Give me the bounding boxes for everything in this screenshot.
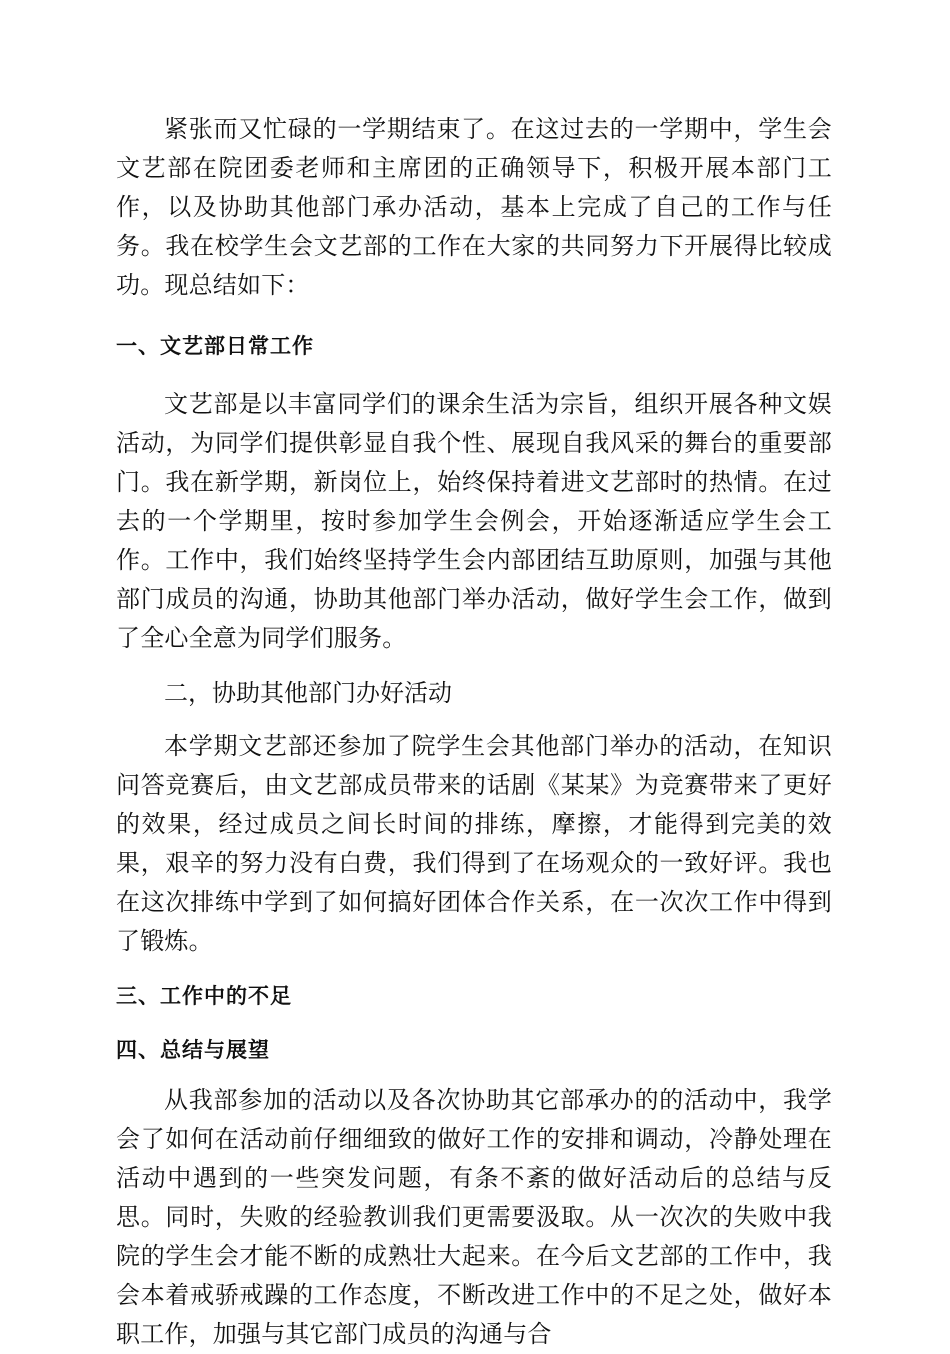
- section-heading-summary-outlook: 四、总结与展望: [116, 1038, 270, 1062]
- assist-activities-paragraph: 本学期文艺部还参加了院学生会其他部门举办的活动，在知识问答竞赛后，由文艺部成员带来的话剧《某某》为竞赛带来了更好的效果，经过成员之间长时间的排练，摩擦，才能得到完美的效果，艰辛的努力没有白费，我们得到了在场观众的一致好评。我也在这次排练中学到了如何搞好团体合作关系，在一次次工作中得到了锻炼。: [116, 732, 832, 955]
- section-heading-assist-other-departments: 二，协助其他部门办好活动: [164, 679, 452, 707]
- intro-paragraph: 紧张而又忙碌的一学期结束了。在这过去的一学期中，学生会文艺部在院团委老师和主席团的正确领导下，积极开展本部门工作，以及协助其他部门承办活动，基本上完成了自己的工作与任务。我在校学生会文艺部的工作在大家的共同努力下开展得比较成功。现总结如下：: [116, 115, 832, 299]
- section-heading-daily-work: 一、文艺部日常工作: [116, 334, 314, 358]
- document-body: [116, 110, 832, 1354]
- section-heading-shortcomings: 三、工作中的不足: [116, 984, 292, 1008]
- summary-paragraph: 从我部参加的活动以及各次协助其它部承办的的活动中，我学会了如何在活动前仔细细致的做好工作的安排和调动，冷静处理在活动中遇到的一些突发问题，有条不紊的做好活动后的总结与反思。同时，失败的经验教训我们更需要汲取。从一次次的失败中我院的学生会才能不断的成熟壮大起来。在今后文艺部的工作中，我会本着戒骄戒躁的工作态度，不断改进工作中的不足之处，做好本职工作，加强与其它部门成员的沟通与合: [116, 1086, 832, 1348]
- daily-work-paragraph: 文艺部是以丰富同学们的课余生活为宗旨，组织开展各种文娱活动，为同学们提供彰显自我个性、展现自我风采的舞台的重要部门。我在新学期，新岗位上，始终保持着进文艺部时的热情。在过去的一个学期里，按时参加学生会例会，开始逐渐适应学生会工作。工作中，我们始终坚持学生会内部团结互助原则，加强与其他部门成员的沟通，协助其他部门举办活动，做好学生会工作，做到了全心全意为同学们服务。: [116, 390, 832, 652]
